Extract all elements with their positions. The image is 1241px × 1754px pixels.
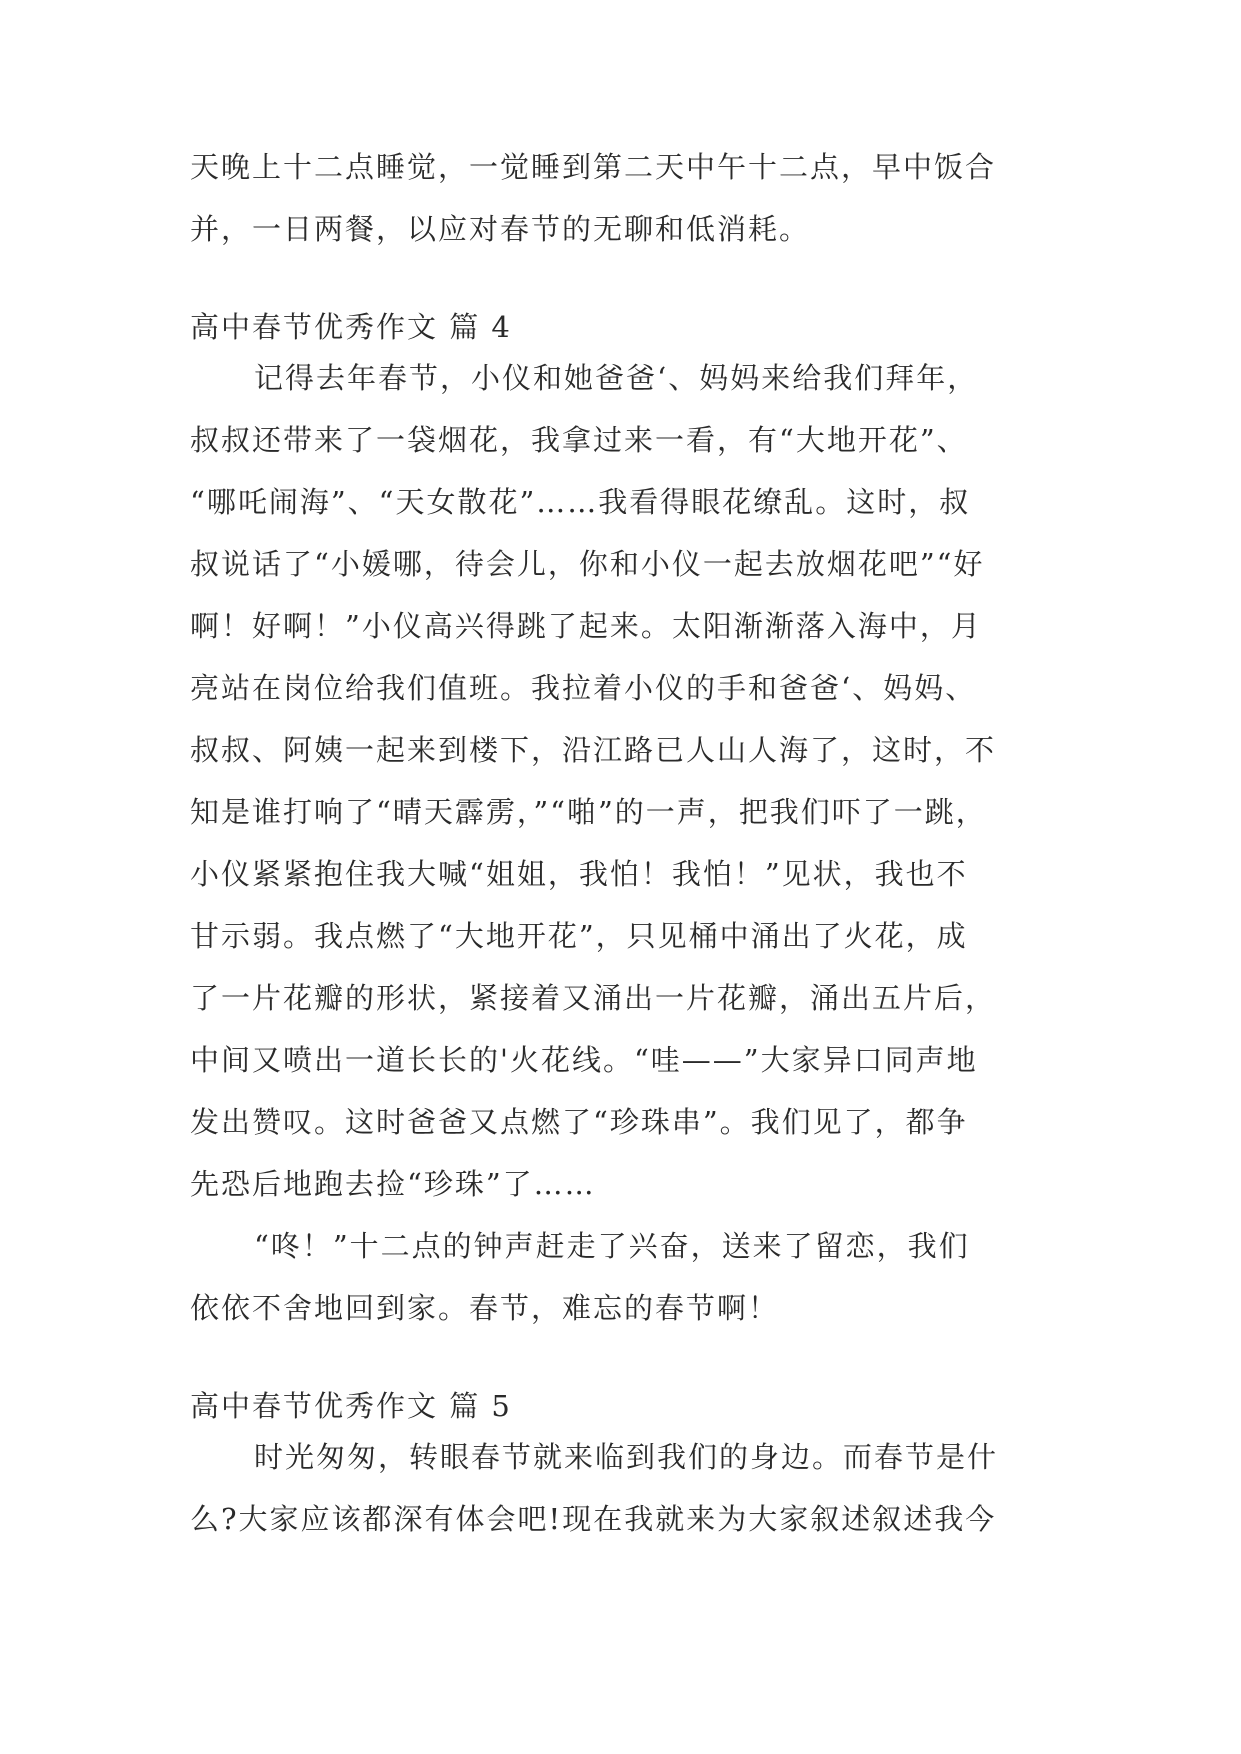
paragraph-line: 亮站在岗位给我们值班。我拉着小仪的手和爸爸‘、妈妈、 (190, 671, 977, 705)
paragraph-line: 叔叔、阿姨一起来到楼下，沿江路已人山人海了，这时，不 (190, 733, 997, 767)
paragraph-line: 小仪紧紧抱住我大喊“姐姐，我怕！我怕！”见状，我也不 (190, 857, 968, 891)
section-4-paragraph-2 (190, 1215, 1060, 1339)
intro-line: 并，一日两餐，以应对春节的无聊和低消耗。 (190, 212, 811, 246)
section-4-heading: 高中春节优秀作文 篇 4 (190, 310, 512, 344)
paragraph-line: 知是谁打响了“晴天霹雳，”“啪”的一声，把我们吓了一跳， (190, 795, 987, 829)
paragraph-line: 发出赞叹。这时爸爸又点燃了“珍珠串”。我们见了，都争 (190, 1105, 968, 1139)
paragraph-line: 啊！好啊！”小仪高兴得跳了起来。太阳渐渐落入海中，月 (190, 609, 982, 643)
paragraph-line: 叔说话了“小媛哪，待会儿，你和小仪一起去放烟花吧”“好 (190, 547, 985, 581)
section-5-heading: 高中春节优秀作文 篇 5 (190, 1389, 512, 1423)
paragraph-line: 了一片花瓣的形状，紧接着又涌出一片花瓣，涌出五片后， (190, 981, 997, 1015)
paragraph-line: 先恐后地跑去捡“珍珠”了…… (190, 1167, 596, 1201)
section-5-paragraph-1 (190, 1426, 1060, 1550)
intro-line: 天晚上十二点睡觉，一觉睡到第二天中午十二点，早中饭合 (190, 150, 997, 184)
paragraph-line: 记得去年春节，小仪和她爸爸‘、妈妈来给我们拜年， (254, 361, 979, 395)
paragraph-line: 依依不舍地回到家。春节，难忘的春节啊！ (190, 1291, 780, 1325)
paragraph-line: 么?大家应该都深有体会吧!现在我就来为大家叙述叙述我今 (190, 1502, 997, 1536)
paragraph-line: 时光匆匆，转眼春节就来临到我们的身边。而春节是什 (254, 1440, 999, 1474)
intro-paragraph (190, 136, 1060, 260)
paragraph-line: 甘示弱。我点燃了“大地开花”，只见桶中涌出了火花，成 (190, 919, 968, 953)
paragraph-line: 叔叔还带来了一袋烟花，我拿过来一看，有“大地开花”、 (190, 423, 968, 457)
paragraph-line: 中间又喷出一道长长的'火花线。“哇——”大家异口同声地 (190, 1043, 978, 1077)
section-4-paragraph-1 (190, 347, 1060, 1215)
paragraph-line: “哪吒闹海”、“天女散花”……我看得眼花缭乱。这时，叔 (190, 485, 971, 519)
paragraph-line: “咚！”十二点的钟声赶走了兴奋，送来了留恋，我们 (254, 1229, 970, 1263)
